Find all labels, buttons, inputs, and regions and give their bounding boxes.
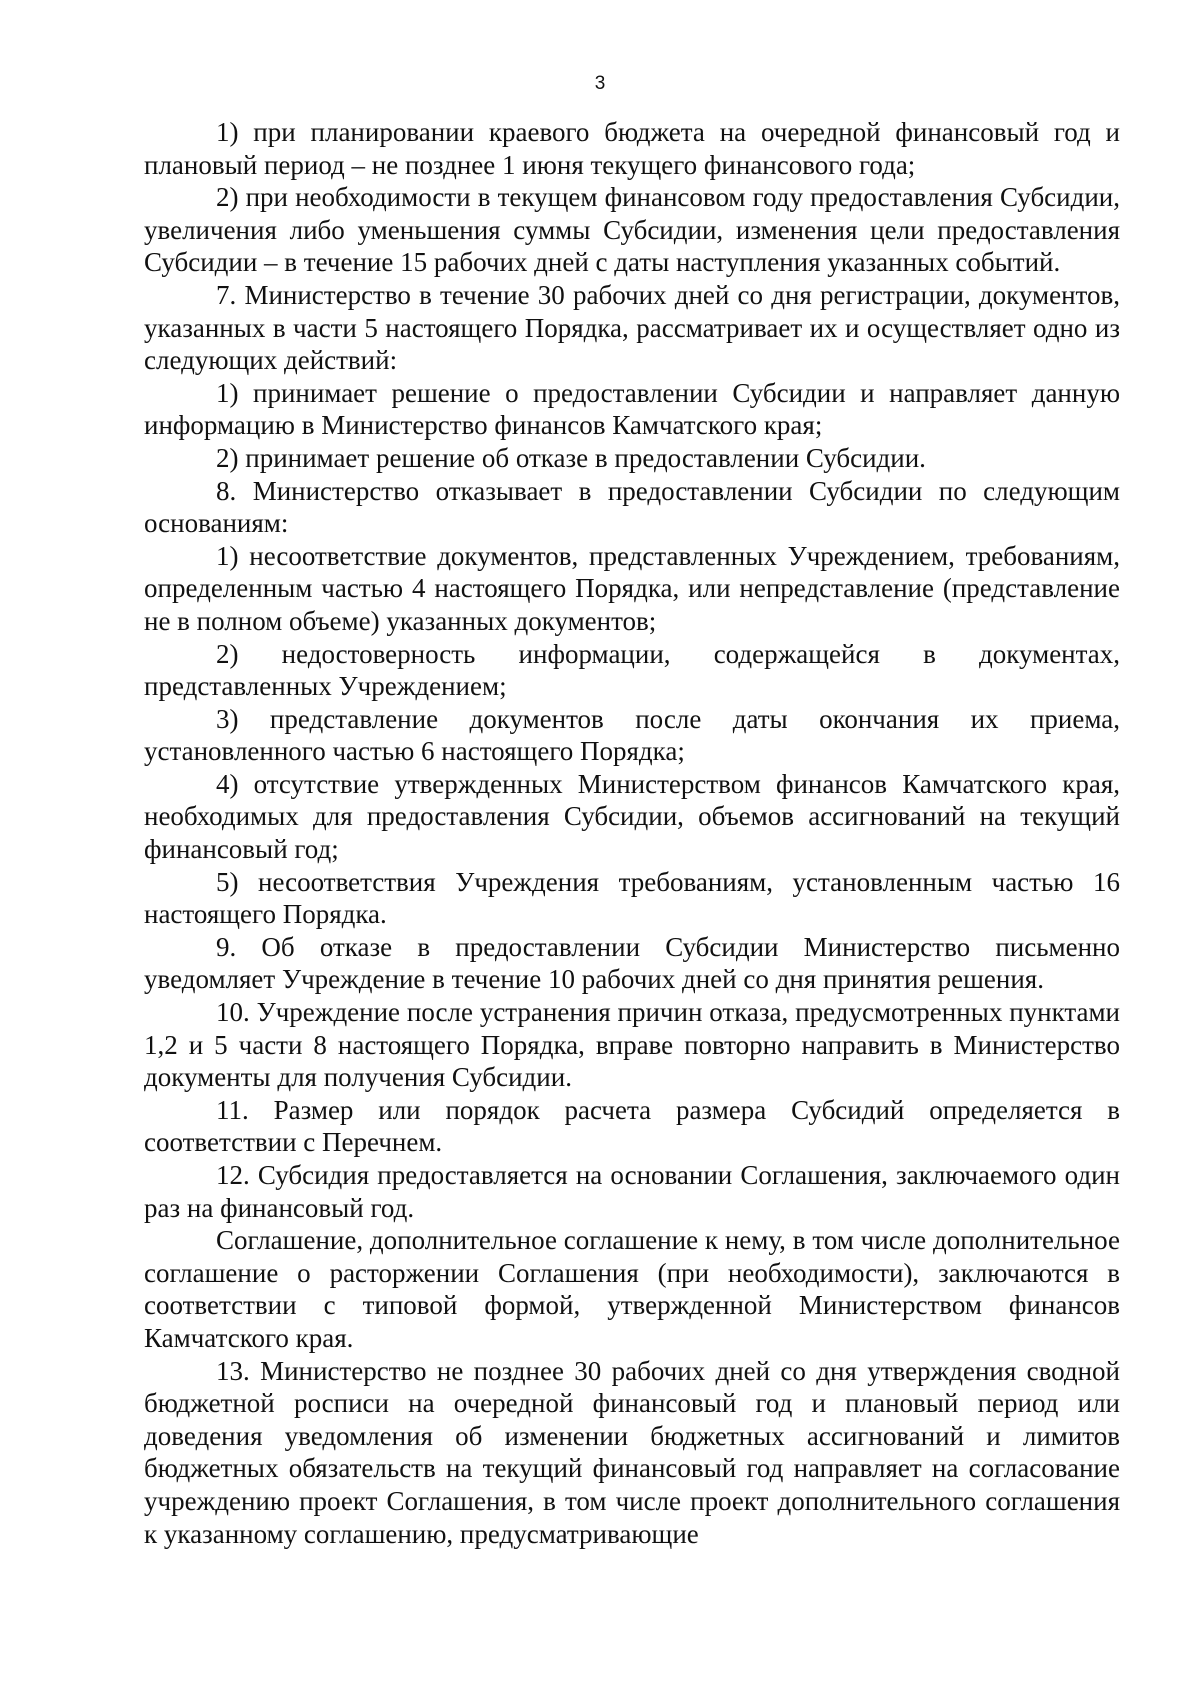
paragraph-8-2: 2) недостоверность информации, содержащейся в документах, представленных Учреждением; (144, 638, 1120, 702)
paragraph-8-4: 4) отсутствие утвержденных Министерством финансов Камчатского края, необходимых для предоставления Субсидии, объемов ассигнований на текущий финансовый год; (144, 768, 1120, 865)
paragraph-13: 13. Министерство не позднее 30 рабочих дней со дня утверждения сводной бюджетной росписи на очередной финансовый год и плановый период или доведения уведомления об изменении бюджетных ассигнований и лимитов бюджетных обязательств на текущий финансовый год направляет на согласование учреждению проект Соглашения, в том числе проект дополнительного соглашения к указанному соглашению, предусматривающие (144, 1355, 1120, 1549)
document-body (144, 116, 1120, 1550)
paragraph-8-3: 3) представление документов после даты окончания их приема, установленного частью 6 настоящего Порядка; (144, 703, 1120, 767)
paragraph-8: 8. Министерство отказывает в предоставлении Субсидии по следующим основаниям: (144, 475, 1120, 539)
paragraph-9: 9. Об отказе в предоставлении Субсидии Министерство письменно уведомляет Учреждение в течение 10 рабочих дней со дня принятия решения. (144, 931, 1120, 995)
paragraph-10: 10. Учреждение после устранения причин отказа, предусмотренных пунктами 1,2 и 5 части 8 настоящего Порядка, вправе повторно направить в Министерство документы для получения Субсидии. (144, 997, 1120, 1093)
paragraph-7: 7. Министерство в течение 30 рабочих дней со дня регистрации, документов, указанных в части 5 настоящего Порядка, рассматривает их и осуществляет одно из следующих действий: (144, 279, 1120, 376)
paragraph-6-1: 1) при планировании краевого бюджета на очередной финансовый год и плановый период – не позднее 1 июня текущего финансового года; (144, 117, 1120, 180)
page-number: 3 (594, 73, 606, 94)
paragraph-7-2: 2) принимает решение об отказе в предоставлении Субсидии. (216, 442, 926, 473)
paragraph-6-2: 2) при необходимости в текущем финансовом году предоставления Субсидии, увеличения либо уменьшения суммы Субсидии, изменения цели предоставления Субсидии – в течение 15 рабочих дней с даты наступления указанных событий. (144, 182, 1120, 278)
paragraph-8-5: 5) несоответствия Учреждения требованиям, установленным частью 16 настоящего Порядка. (144, 866, 1120, 930)
paragraph-12: 12. Субсидия предоставляется на основании Соглашения, заключаемого один раз на финансовый год. (144, 1160, 1120, 1223)
paragraph-8-1: 1) несоответствие документов, представленных Учреждением, требованиям, определенным частью 4 настоящего Порядка, или непредставление (представление не в полном объеме) указанных документов; (144, 540, 1120, 636)
paragraph-11: 11. Размер или порядок расчета размера Субсидий определяется в соответствии с Перечнем. (144, 1094, 1120, 1158)
paragraph-12-agreement: Соглашение, дополнительное соглашение к нему, в том числе дополнительное соглашение о расторжении Соглашения (при необходимости), заключаются в соответствии с типовой формой, утвержденной Министерством финансов Камчатского края. (144, 1225, 1120, 1353)
paragraph-7-1: 1) принимает решение о предоставлении Субсидии и направляет данную информацию в Министерство финансов Камчатского края; (144, 377, 1120, 441)
